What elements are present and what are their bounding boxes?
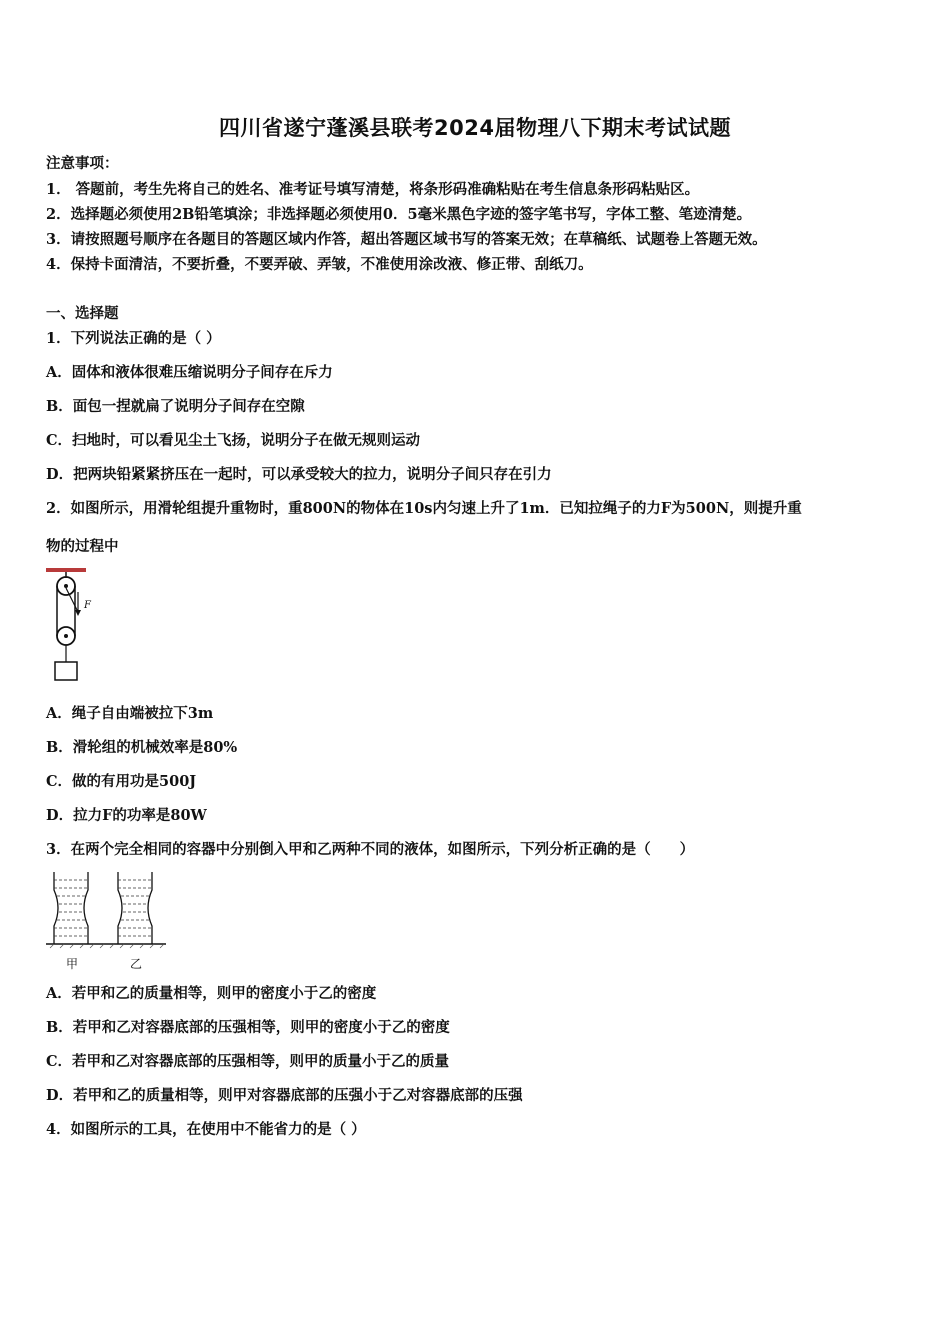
weight-block: [55, 662, 77, 680]
section-heading: 一、选择题: [46, 305, 119, 322]
question-1-option-a: A．固体和液体很难压缩说明分子间存在斥力: [46, 364, 333, 381]
label-yi: 乙: [130, 957, 143, 971]
question-1-stem: 1．下列说法正确的是（ ）: [46, 330, 221, 347]
label-jia: 甲: [66, 957, 79, 971]
question-3-stem: 3．在两个完全相同的容器中分别倒入甲和乙两种不同的液体，如图所示，下列分析正确的是（ ）: [46, 841, 695, 858]
notice-item: 3．请按照题号顺序在各题目的答题区域内作答，超出答题区域书写的答案无效；在草稿纸、试题卷上答题无效。: [46, 231, 767, 248]
question-2-option-b: B．滑轮组的机械效率是80%: [46, 739, 238, 756]
container-yi: [118, 872, 152, 944]
force-label: F: [84, 600, 91, 611]
question-3-option-a: A．若甲和乙的质量相等，则甲的密度小于乙的密度: [46, 985, 377, 1002]
question-2-stem: 2．如图所示，用滑轮组提升重物时，重800N的物体在10s内匀速上升了1m．已知拉绳子的力F为500N，则提升重: [46, 500, 802, 517]
question-2-option-d: D．拉力F的功率是80W: [46, 807, 207, 824]
pulley-figure: [44, 566, 104, 684]
question-3-option-b: B．若甲和乙对容器底部的压强相等，则甲的密度小于乙的密度: [46, 1019, 450, 1036]
question-3-option-d: D．若甲和乙的质量相等，则甲对容器底部的压强小于乙对容器底部的压强: [46, 1087, 523, 1104]
ceiling-mount: [46, 568, 86, 572]
containers-figure: [44, 868, 170, 974]
question-2-stem-cont: 物的过程中: [46, 538, 119, 555]
page-title: 四川省遂宁蓬溪县联考2024届物理八下期末考试试题: [219, 116, 731, 140]
question-3-option-c: C．若甲和乙对容器底部的压强相等，则甲的质量小于乙的质量: [46, 1053, 450, 1070]
question-1-option-c: C．扫地时，可以看见尘土飞扬，说明分子在做无规则运动: [46, 432, 421, 449]
notice-item: 4．保持卡面清洁，不要折叠，不要弄破、弄皱，不准使用涂改液、修正带、刮纸刀。: [46, 256, 593, 273]
question-4-stem: 4．如图所示的工具，在使用中不能省力的是（ ）: [46, 1121, 366, 1138]
question-2-option-a: A．绳子自由端被拉下3m: [46, 705, 214, 722]
notice-heading: 注意事项：: [46, 155, 119, 172]
notice-item: 1． 答题前，考生先将自己的姓名、准考证号填写清楚，将条形码准确粘贴在考生信息条形码粘贴区。: [46, 181, 700, 198]
question-1-option-d: D．把两块铅紧紧挤压在一起时，可以承受较大的拉力，说明分子间只存在引力: [46, 466, 552, 483]
notice-item: 2．选择题必须使用2B铅笔填涂；非选择题必须使用0．5毫米黑色字迹的签字笔书写，字体工整、笔迹清楚。: [46, 206, 752, 223]
container-jia: [54, 872, 88, 944]
question-1-option-b: B．面包一捏就扁了说明分子间存在空隙: [46, 398, 305, 415]
question-2-option-c: C．做的有用功是500J: [46, 773, 197, 790]
